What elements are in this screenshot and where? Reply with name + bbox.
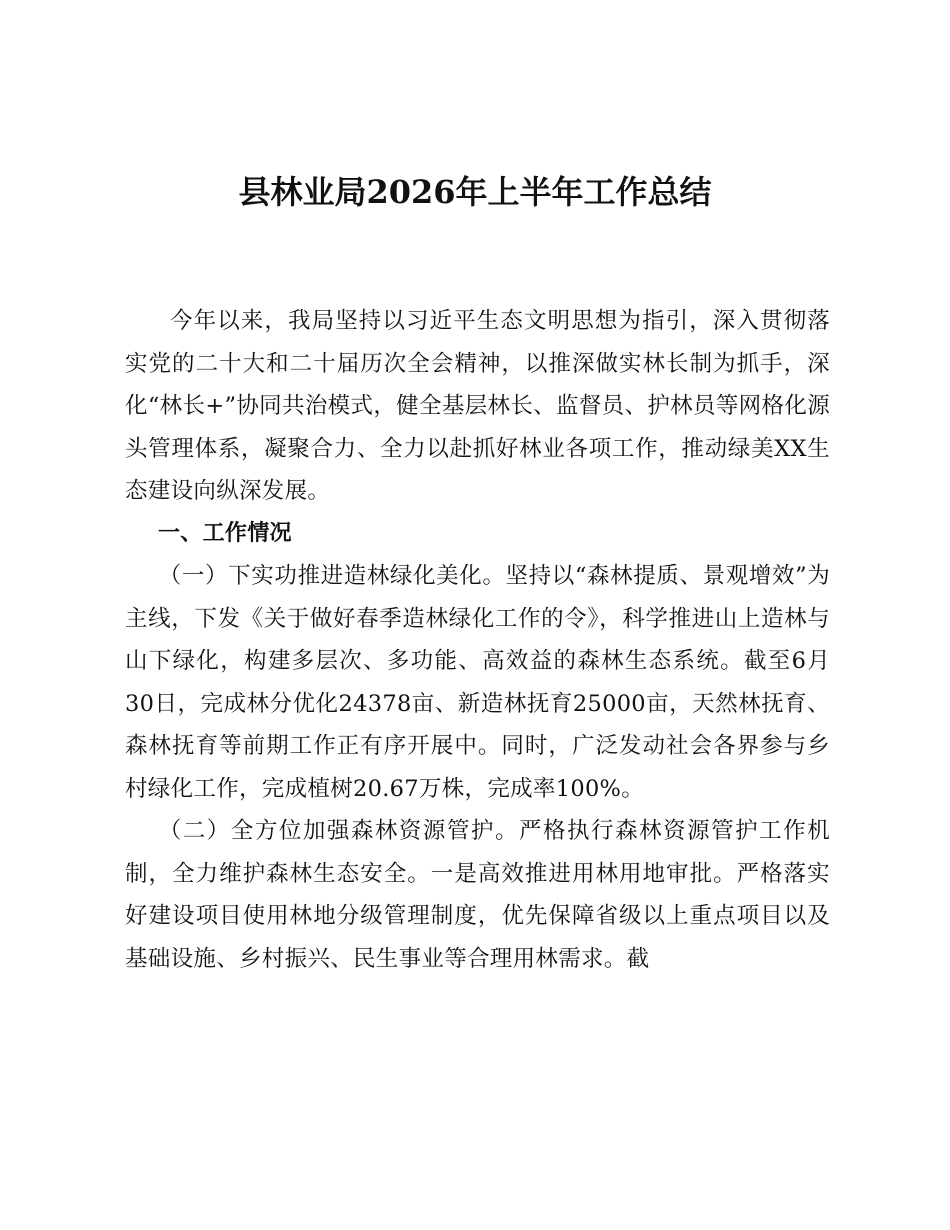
document-title: 县林业局2026年上半年工作总结 [238, 173, 712, 211]
intro-paragraph: 今年以来，我局坚持以习近平生态文明思想为指引，深入贯彻落实党的二十大和二十届历次全会精神，以推深做实林长制为抓手，深化“林长+”协同共治模式，健全基层林长、监督员、护林员等网格化源头管理体系，凝聚合力、全力以赴抓好林业各项工作，推动绿美XX生态建设向纵深发展。 [125, 308, 830, 504]
subsection-afforestation-paragraph: （一）下实功推进造林绿化美化。坚持以“森林提质、景观增效”为主线，下发《关于做好春季造林绿化工作的令》，科学推进山上造林与山下绿化，构建多层次、多功能、高效益的森林生态系统。截至6月30日，完成林分优化24378亩、新造林抚育25000亩，天然林抚育、森林抚育等前期工作正有序开展中。同时，广泛发动社会各界参与乡村绿化工作，完成植树20.67万株，完成率100%。 [125, 563, 830, 802]
section-heading-work-status: 一、工作情况 [158, 520, 292, 546]
document-body [125, 300, 830, 980]
subsection-forest-protection-paragraph: （二）全方位加强森林资源管护。严格执行森林资源管护工作机制，全力维护森林生态安全。一是高效推进用林用地审批。严格落实好建设项目使用林地分级管理制度，优先保障省级以上重点项目以及基础设施、乡村振兴、民生事业等合理用林需求。截 [125, 818, 830, 972]
